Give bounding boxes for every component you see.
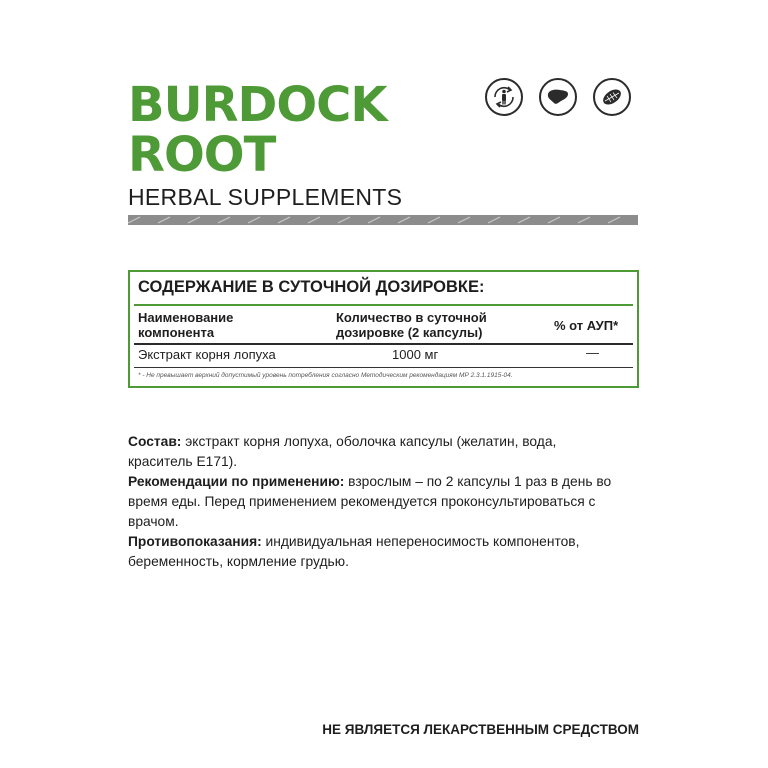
seed-icon xyxy=(593,78,631,116)
product-subtitle: HERBAL SUPPLEMENTS xyxy=(128,184,403,210)
title-divider xyxy=(128,215,638,225)
composition-value: экстракт корня лопуха, оболочка капсулы (желатин, вода, краситель Е171). xyxy=(128,434,557,469)
contraindications-value: индивидуальная непереносимость компонентов, беременность, кормление грудью. xyxy=(128,534,580,569)
table-row-rule xyxy=(134,343,633,345)
composition-label: Состав: xyxy=(128,434,182,449)
table-heading: СОДЕРЖАНИЕ В СУТОЧНОЙ ДОЗИРОВКЕ: xyxy=(138,278,485,296)
product-title xyxy=(128,77,387,183)
not-a-medicine-note: НЕ ЯВЛЯЕТСЯ ЛЕКАРСТВЕННЫМ СРЕДСТВОМ xyxy=(322,722,639,737)
composition-paragraph xyxy=(128,432,618,472)
table-footnote-rule xyxy=(134,367,633,368)
table-row-amount: 1000 мг xyxy=(392,347,439,362)
body-cycle-icon xyxy=(485,78,523,116)
table-row-percent: — xyxy=(586,345,599,360)
contraindications-paragraph xyxy=(128,532,618,572)
column-header-percent: % от АУП* xyxy=(554,318,619,333)
column-header-amount: Количество в суточной дозировке (2 капсулы) xyxy=(336,310,487,340)
product-title-line1: BURDOCK xyxy=(128,77,387,133)
contraindications-label: Противопоказания: xyxy=(128,534,262,549)
liver-icon xyxy=(539,78,577,116)
table-footnote: * - Не превышает верхний допустимый уровень потребления согласно Методическим рекомендациям МР 2.3.1.1915-04. xyxy=(138,372,513,379)
recommendations-value: взрослым – по 2 капсулы 1 раз в день во время еды. Перед применением рекомендуется проконсультироваться с врачом. xyxy=(128,474,612,529)
composition-text xyxy=(128,432,618,572)
recommendations-label: Рекомендации по применению: xyxy=(128,474,345,489)
product-title-line2: ROOT xyxy=(128,127,276,183)
benefit-icons xyxy=(485,78,631,116)
table-row-name: Экстракт корня лопуха xyxy=(138,347,276,362)
table-header-rule xyxy=(134,304,633,306)
recommendations-paragraph xyxy=(128,472,618,532)
column-header-name: Наименование компонента xyxy=(138,310,234,340)
nutrition-table xyxy=(128,270,639,388)
